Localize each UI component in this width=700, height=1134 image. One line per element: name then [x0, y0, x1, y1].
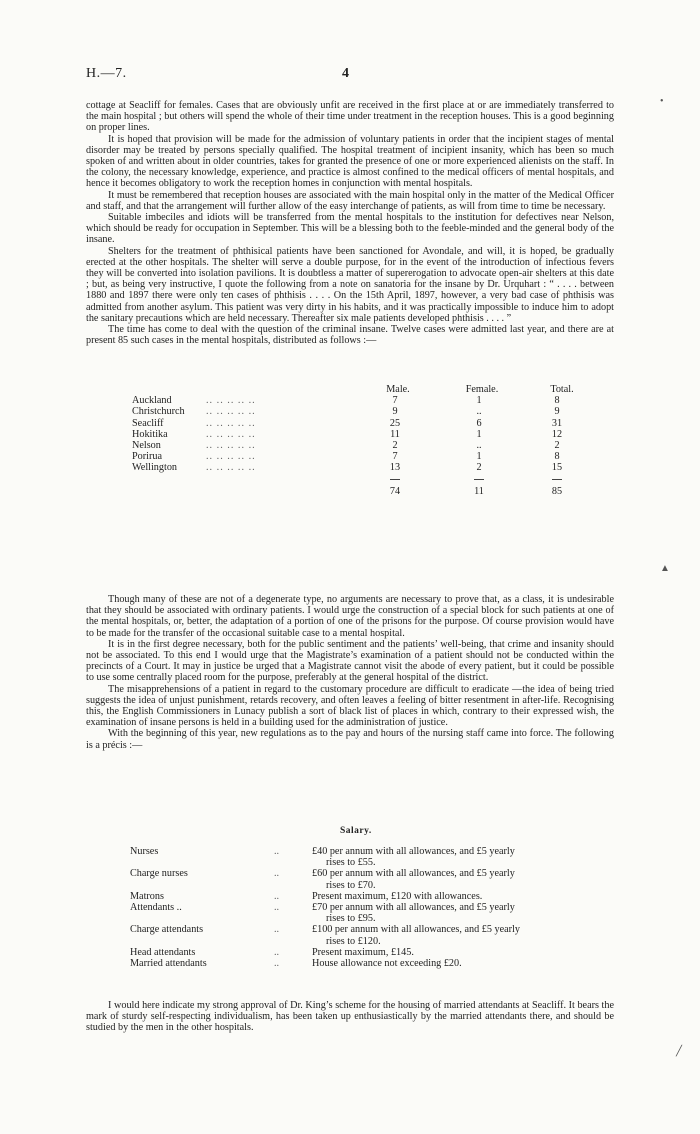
leader-dots: ..: [274, 924, 280, 936]
salary-table: [86, 846, 614, 969]
salary-value: [312, 868, 592, 890]
cell-total: 8: [554, 451, 560, 463]
position-name: Nurses: [130, 846, 159, 857]
salary-row: [86, 868, 614, 890]
paragraph: The time has come to deal with the question of the criminal insane. Twelve cases were admitted last year, and there are at present 85 such cases in the mental hospitals, distributed as follows :—: [86, 324, 614, 347]
salary-value: [312, 947, 592, 958]
leader-dots: ..: [274, 958, 280, 970]
table-row: [86, 462, 614, 473]
cell-male: 25: [389, 417, 401, 429]
salary-row: [86, 958, 614, 969]
position-name: Charge nurses: [130, 868, 188, 880]
paragraph: Shelters for the treatment of phthisical patients have been sanctioned for Avondale, and will, it is hoped, be gradually erected at the other hospitals. The shelter will serve a double purpose, for in the event of the introduction of infectious fevers they will be converted into isolation pavilions. It is doubtless a matter of supererogation to advocate open-air shelters at this date ; but, as being very instructive, I quote the following from a note on sanatoria for the insane by Dr. Urquhart : “ . . . . between 1880 and 1897 there were only ten cases of phthisis . . . . On the 15th April, 1897, however, a very bad case of phthisis was admitted from another asylum. This patient was very dirty in his habits, and it was practically impossible to induce him to adopt the sanitary precautions which are held necessary. Thereafter six male patients developed phthisis . . . . ”: [86, 245, 614, 324]
cell-female: 1: [476, 451, 482, 463]
paragraph: The misapprehensions of a patient in regard to the customary procedure are difficult to eradicate —the idea of being tried suggests the idea of unjust punishment, retards recovery, and often leaves a feeling of bitter resentment in after-life. Recognising this, the English Commissioners in Lunacy publish a sort of black list of places in which, contrary to their expressed wish, the examination of insane persons is held in a building used for the administration of justice.: [86, 683, 614, 729]
position-name: Attendants ..: [130, 902, 182, 914]
table-row: [86, 440, 614, 451]
table-row: [86, 451, 614, 462]
table-row: [86, 418, 614, 429]
salary-line: Present maximum, £120 with allowances.: [312, 890, 483, 902]
cell-female: 1: [476, 428, 482, 440]
cell-total: 31: [551, 417, 563, 429]
cell-total: 12: [551, 428, 563, 440]
column-header-male: Male.: [386, 384, 410, 395]
salary-row: [86, 891, 614, 902]
paragraph: Suitable imbeciles and idiots will be transferred from the mental hospitals to the institution for defectives near Nelson, which should be ready for occupation in September. This will be a blessing both to the feeble-minded and the general body of the insane.: [86, 212, 614, 246]
total-female: 11: [474, 485, 484, 497]
salary-line-continued: rises to £55.: [326, 857, 376, 869]
cell-female: 6: [476, 417, 482, 429]
salary-line-continued: rises to £70.: [326, 879, 376, 891]
total-total: 85: [551, 485, 563, 497]
document-code: H.—7.: [86, 66, 127, 81]
paragraph: It is in the first degree necessary, both for the public sentiment and the patients’ well-being, that crime and insanity should not be associated. To this end I would urge that the Magistrate’s examination of a patient should not be conducted within the precincts of a Court. It may in justice be urged that a Magistrate cannot visit the abode of every patient, but it could be possible to use some centrally placed room for the purpose, preferably at the general hospital of the district.: [86, 638, 614, 684]
criminal-insane-table: [86, 384, 614, 497]
salary-line: £70 per annum with all allowances, and £5 yearly: [312, 902, 515, 914]
hospital-name: Wellington: [132, 462, 178, 474]
hospital-name: Christchurch: [132, 406, 185, 418]
cell-total: 15: [551, 462, 563, 474]
leader-dots: .. .. .. .. ..: [206, 395, 256, 407]
salary-line: Present maximum, £145.: [312, 946, 414, 958]
paragraph: It is hoped that provision will be made for the admission of voluntary patients in order that the incipient stages of mental disorder may be treated by persons specially qualified. The hospital treatment of incipient insanity, which has been so much spoken of and written about in older countries, takes for granted the presence of one or more experienced alienists on the staff. In the colony, the necessary knowledge, experience, and practice is almost confined to the medical officers of mental hospitals, and hence it becomes obligatory to work the reception homes in conjunction with mental hospitals.: [86, 133, 614, 190]
margin-mark: •: [660, 96, 664, 107]
salary-line: House allowance not exceeding £20.: [312, 958, 462, 970]
salary-line: £60 per annum with all allowances, and £5 yearly: [312, 868, 515, 880]
leader-dots: ..: [274, 946, 280, 958]
body-text-final: [86, 1000, 614, 1034]
table-row: [86, 395, 614, 406]
paragraph: With the beginning of this year, new regulations as to the pay and hours of the nursing staff came into force. The following is a précis :—: [86, 728, 614, 751]
hospital-name: Auckland: [132, 395, 172, 407]
total-rule: [552, 479, 562, 480]
salary-heading: Salary.: [340, 826, 372, 836]
cell-male: 11: [390, 428, 400, 440]
salary-value: [312, 902, 592, 924]
total-rule: [474, 479, 484, 480]
table-row: [86, 429, 614, 440]
salary-value: [312, 924, 592, 946]
cell-male: 9: [392, 406, 398, 418]
hospital-name: Nelson: [132, 439, 161, 451]
leader-dots: ..: [274, 890, 280, 902]
table-row: [86, 406, 614, 417]
salary-row: [86, 924, 614, 946]
paragraph: cottage at Seacliff for females. Cases that are obviously unfit are received in the first place at or are immediately transferred to the main hospital ; but others will spend the whole of their time under treatment in the reception houses. This is a good beginning on proper lines.: [86, 100, 614, 134]
cell-female: ..: [476, 439, 482, 451]
paragraph: It must be remembered that reception houses are associated with the main hospital only in the matter of the Medical Officer and staff, and that the arrangement will further allow of the easy interchange of patients, as will from time to time be necessary.: [86, 189, 614, 212]
cell-female: 2: [476, 462, 482, 474]
cell-total: 2: [554, 439, 560, 451]
total-rule: [390, 479, 400, 480]
leader-dots: ..: [274, 846, 280, 857]
salary-value: [312, 846, 592, 868]
salary-line: £40 per annum with all allowances, and £5 yearly: [312, 846, 515, 857]
cell-male: 2: [392, 439, 398, 451]
body-text-middle: [86, 594, 614, 751]
leader-dots: .. .. .. .. ..: [206, 439, 256, 451]
salary-row: [86, 947, 614, 958]
total-male: 74: [389, 485, 401, 497]
page-number: 4: [342, 66, 349, 81]
cell-male: 7: [392, 395, 398, 407]
paragraph: I would here indicate my strong approval of Dr. King’s scheme for the housing of married attendants at Seacliff. It bears the mark of sturdy self-respecting individualism, has been taken up enthusiastically by the married attendants there, and should be studied by the men in the other hospitals.: [86, 1000, 614, 1034]
body-text-top: [86, 100, 614, 346]
column-header-female: Female.: [465, 384, 499, 395]
cell-male: 13: [389, 462, 401, 474]
totals-row: [86, 486, 614, 497]
column-header-total: Total.: [550, 384, 574, 395]
leader-dots: ..: [274, 902, 280, 914]
table-header-row: [86, 384, 614, 395]
leader-dots: .. .. .. .. ..: [206, 451, 256, 463]
leader-dots: .. .. .. .. ..: [206, 462, 256, 474]
salary-line-continued: rises to £95.: [326, 913, 376, 925]
salary-value: [312, 958, 592, 969]
leader-dots: .. .. .. .. ..: [206, 406, 256, 418]
salary-line: £100 per annum with all allowances, and £5 yearly: [312, 924, 520, 936]
salary-value: [312, 891, 592, 902]
salary-row: [86, 846, 614, 868]
salary-line-continued: rises to £120.: [326, 935, 381, 947]
hospital-name: Porirua: [132, 451, 162, 463]
position-name: Charge attendants: [130, 924, 204, 936]
cell-total: 9: [554, 406, 560, 418]
leader-dots: .. .. .. .. ..: [206, 428, 256, 440]
position-name: Head attendants: [130, 946, 196, 958]
cell-male: 7: [392, 451, 398, 463]
total-rule-row: [86, 474, 614, 486]
cell-female: ..: [476, 406, 482, 418]
position-name: Married attendants: [130, 958, 207, 970]
hospital-name: Hokitika: [132, 428, 168, 440]
margin-mark: ╱: [676, 1046, 683, 1057]
cell-total: 8: [554, 395, 560, 407]
position-name: Matrons: [130, 890, 164, 902]
paragraph: Though many of these are not of a degenerate type, no arguments are necessary to prove that, as a class, it is undesirable that they should be associated with ordinary patients. I would urge the construction of a special block for such patients at one of the mental hospitals, or, better, the adaptation of a portion of one of the prisons for the purpose. Of course provision would have to be made for the transfer of the occasional suitable case to a mental hospital.: [86, 594, 614, 639]
leader-dots: .. .. .. .. ..: [206, 417, 256, 429]
cell-female: 1: [476, 395, 482, 407]
hospital-name: Seacliff: [132, 417, 164, 429]
margin-mark: ▲: [660, 563, 670, 574]
salary-row: [86, 902, 614, 924]
leader-dots: ..: [274, 868, 280, 880]
